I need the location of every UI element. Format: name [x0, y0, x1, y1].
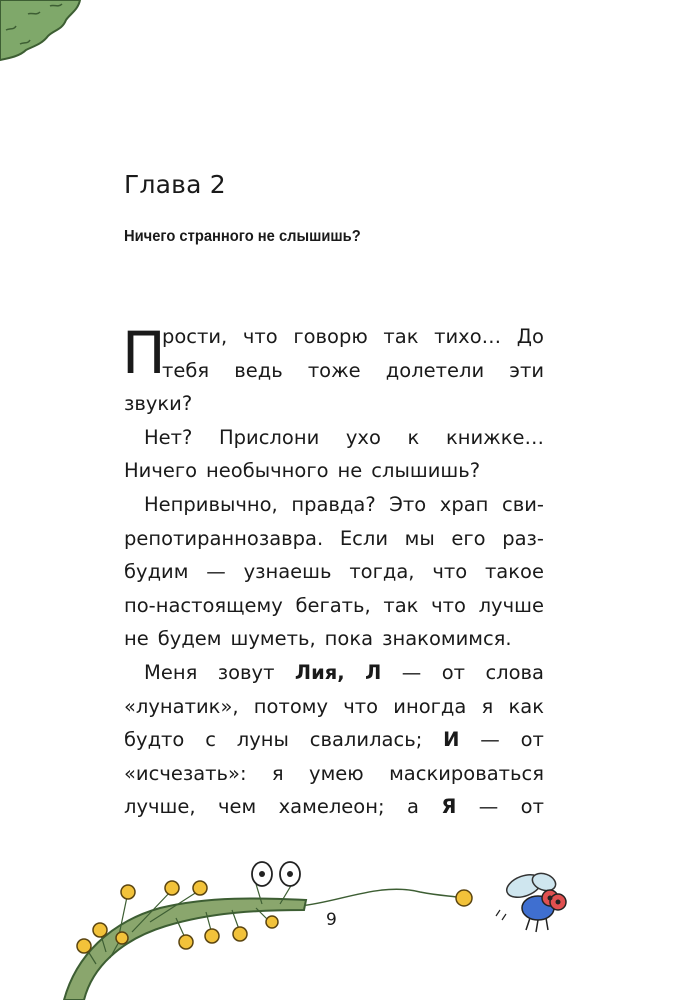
word: лучше: [478, 593, 544, 617]
word: Ничего: [124, 459, 198, 483]
word: тихо…: [434, 325, 502, 348]
word: я: [271, 761, 284, 785]
word: Меня: [144, 660, 198, 684]
word: так: [383, 593, 419, 617]
word: До: [516, 325, 544, 348]
word: Если: [339, 526, 389, 550]
word: звуки?: [124, 392, 193, 416]
word: зовут: [217, 660, 275, 684]
word: иногда: [393, 694, 467, 718]
word: что: [432, 560, 468, 584]
word: бегать,: [295, 593, 371, 617]
word: Прислони: [219, 425, 320, 449]
text-line: [124, 320, 544, 354]
word: тоже: [307, 358, 361, 382]
word: книжке…: [445, 425, 544, 449]
word: как: [508, 694, 544, 718]
word: по-настоящему: [124, 593, 283, 617]
word: что: [343, 694, 379, 718]
word: маскироваться: [389, 761, 544, 785]
word: Непривычно,: [144, 492, 278, 516]
word: мы: [404, 526, 435, 550]
word: такое: [484, 560, 544, 584]
word: хамелеон;: [278, 795, 385, 819]
word: необычного: [206, 459, 329, 483]
word: Лия,: [294, 660, 345, 684]
word: Л: [365, 660, 382, 684]
word: —: [206, 560, 226, 584]
chapter-title: Глава 2: [124, 170, 226, 199]
word: сви-: [502, 492, 544, 516]
word: что: [242, 325, 278, 348]
word: будим: [124, 560, 189, 584]
text-line: [124, 387, 544, 421]
word: от: [520, 795, 544, 819]
text-line: [124, 454, 544, 488]
word: ведь: [234, 358, 283, 382]
word: свалилась;: [309, 728, 423, 752]
word: не: [124, 627, 149, 651]
text-line: [124, 589, 544, 623]
text-line: [124, 790, 544, 824]
word: —: [480, 728, 500, 752]
page-number: 9: [326, 910, 337, 930]
word: я: [481, 694, 494, 718]
chapter-subtitle: Ничего странного не слышишь?: [124, 228, 361, 245]
word: знакомимся.: [382, 627, 512, 651]
word: слова: [485, 660, 544, 684]
word: с: [205, 728, 216, 752]
word: рости,: [162, 325, 228, 348]
word: а: [406, 795, 419, 819]
text-line: [124, 488, 544, 522]
word: не: [337, 459, 363, 483]
word: говорю: [293, 325, 368, 348]
word: «лунатик»,: [124, 694, 239, 718]
word: будто: [124, 728, 185, 752]
word: слышишь?: [371, 459, 481, 483]
word: узнаешь: [243, 560, 332, 584]
dropcap-letter: П: [122, 319, 166, 387]
vine-with-flowers-illustration: [0, 840, 490, 1000]
word: луны: [236, 728, 289, 752]
text-line: [124, 656, 544, 690]
fly-illustration: [494, 868, 574, 938]
word: «исчезать»:: [124, 761, 247, 785]
word: будем: [157, 627, 222, 651]
word: Я: [441, 795, 457, 819]
word: чем: [217, 795, 257, 819]
word: лучше,: [124, 795, 196, 819]
word: репотираннозавра.: [124, 526, 324, 550]
word: ухо: [345, 425, 381, 449]
word: тебя: [162, 358, 210, 382]
word: эти: [509, 358, 544, 382]
word: —: [478, 795, 499, 819]
word: И: [443, 728, 460, 752]
word: долетели: [385, 358, 485, 382]
word: Нет?: [144, 425, 193, 449]
word: потому: [253, 694, 329, 718]
word: раз-: [502, 526, 544, 550]
bush-illustration: [0, 0, 90, 70]
word: умею: [309, 761, 364, 785]
word: правда?: [291, 492, 376, 516]
text-line: [124, 354, 544, 388]
text-line: [124, 723, 544, 757]
word: шуметь,: [230, 627, 316, 651]
word: храп: [439, 492, 489, 516]
word: Это: [389, 492, 427, 516]
body-text: [124, 320, 544, 824]
word: его: [451, 526, 486, 550]
word: от: [520, 728, 544, 752]
word: от: [441, 660, 465, 684]
word: так: [383, 325, 419, 348]
word: к: [407, 425, 420, 449]
word: —: [401, 660, 422, 684]
text-line: [124, 555, 544, 589]
text-line: [124, 690, 544, 724]
word: пока: [324, 627, 374, 651]
word: что: [431, 593, 466, 617]
text-line: [124, 522, 544, 556]
text-line: [124, 421, 544, 455]
word: тогда,: [349, 560, 415, 584]
text-line: [124, 757, 544, 791]
text-line: [124, 622, 544, 656]
